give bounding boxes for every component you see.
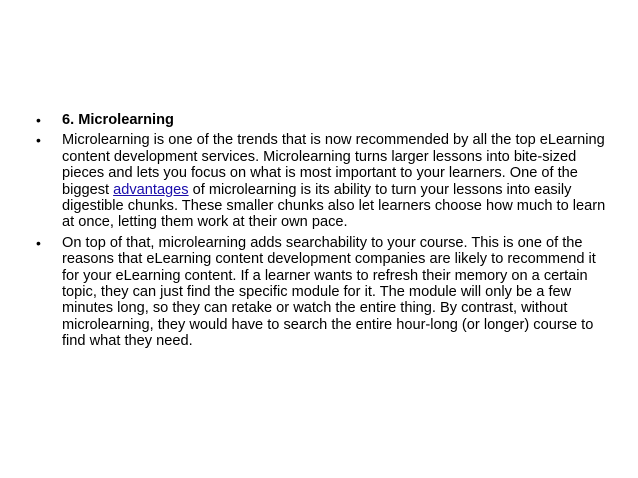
bullet-item-heading bbox=[36, 112, 608, 128]
section-heading: 6. Microlearning bbox=[62, 112, 174, 128]
paragraph-1-text-end: of microlearning is its ability to turn your lessons into easily digestible chunks. These smaller chunks also let learners choose how much to learn at once, letting them work at their own pace. bbox=[62, 181, 606, 231]
bullet-icon: • bbox=[36, 234, 41, 251]
bullet-item-paragraph-2 bbox=[36, 235, 608, 350]
bullet-icon: • bbox=[36, 132, 41, 149]
bullet-list bbox=[36, 112, 608, 354]
advantages-link[interactable]: advantages bbox=[113, 181, 189, 198]
bullet-icon: • bbox=[36, 112, 41, 128]
paragraph-1-text-start: Microlearning is one of the trends that is now recommended by all the top eLearning content development services. Microlearning turns larger lessons into bite-sized pieces and lets you focus on what is most important to your learners. One of the biggest bbox=[62, 132, 605, 198]
paragraph-2-text: On top of that, microlearning adds searchability to your course. This is one of the reasons that eLearning content development companies are likely to recommend it for your eLearning content. If a learner wants to refresh their memory on a certain topic, they can just find the specific module for it. The module will only be a few minutes long, so they can retake or watch the entire thing. By contrast, without microlearning, they would have to search the entire hour-long (or longer) course to find what they need. bbox=[62, 234, 596, 350]
bullet-item-paragraph-1 bbox=[36, 132, 608, 230]
